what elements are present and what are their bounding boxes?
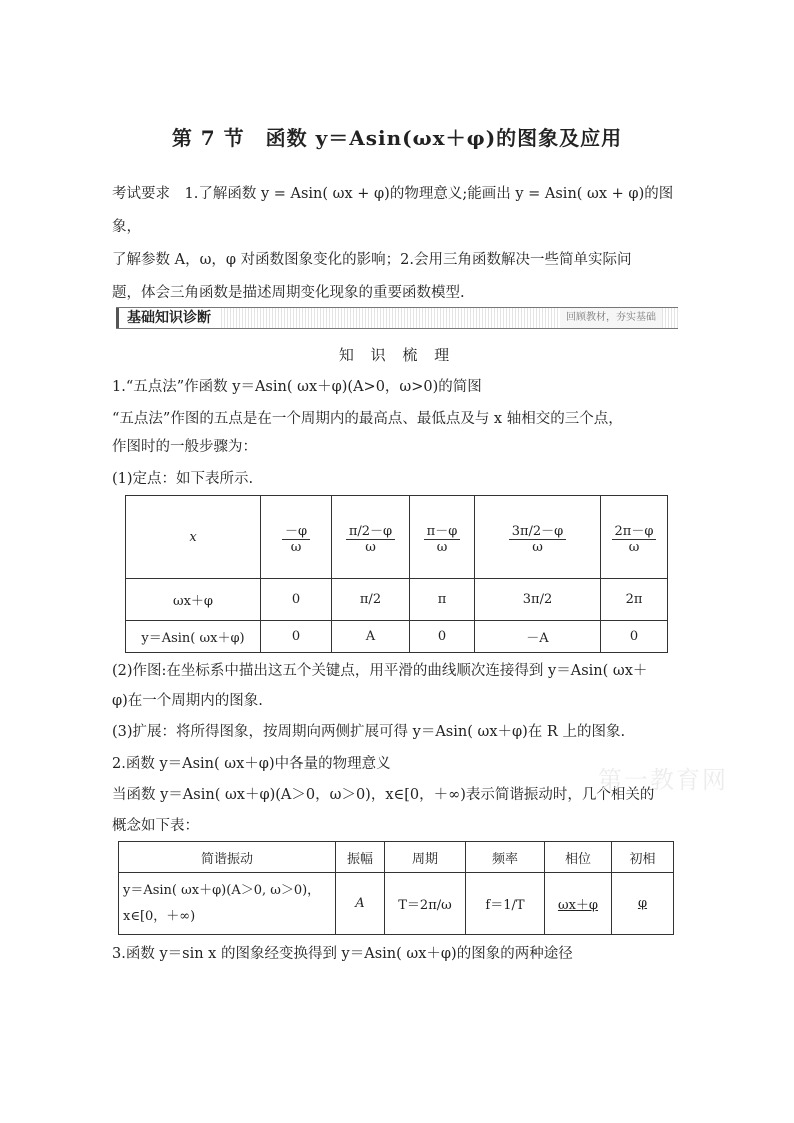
phase-val-3: 3π/2 <box>475 579 601 621</box>
p3-heading: 3.函数 y＝sin x 的图象经变换得到 y＝Asin( ωx＋φ)的图象的两种途径 <box>112 946 573 962</box>
y-val-2: 0 <box>410 621 475 653</box>
page-title: 第 7 节 函数 y＝Asin(ωx＋φ)的图象及应用 <box>171 126 623 150</box>
header-period: 周期 <box>385 842 466 873</box>
phase-val-1: π/2 <box>332 579 410 621</box>
y-val-4: 0 <box>601 621 668 653</box>
p1-text-1: “五点法”作图的五点是在一个周期内的最高点、最低点及与 x 轴相交的三个点， <box>112 411 623 427</box>
p1-step-1: (1)定点：如下表所示. <box>112 471 254 487</box>
requirements-line-2: 了解参数 A，ω，φ 对函数图象变化的影响；2.会用三角函数解决一些简单实际问 <box>112 252 632 268</box>
p2-heading: 2.函数 y＝Asin( ωx＋φ)中各量的物理意义 <box>112 756 391 772</box>
requirements-label: 考试要求 <box>112 186 170 202</box>
phase-val-2: π <box>410 579 475 621</box>
table-row-x <box>126 496 668 579</box>
x-val-3: $\frac{3\pi/2-\varphi}{\omega}$ <box>475 496 601 579</box>
p1-text-2: 作图时的一般步骤为： <box>112 439 257 455</box>
section-bar <box>116 307 678 329</box>
watermark: 第一教育网 <box>598 766 728 794</box>
row-head-y: y＝Asin( ωx＋φ) <box>126 621 261 653</box>
func-line-2: x∈[0，＋∞) <box>123 908 196 924</box>
table-row-phase <box>126 579 668 621</box>
table-row-y <box>126 621 668 653</box>
step-2-line-2: φ)在一个周期内的图象. <box>112 693 263 709</box>
physics-table <box>118 841 674 935</box>
x-val-1: $\frac{\pi/2-\varphi}{\omega}$ <box>332 496 410 579</box>
phase-val-0: 0 <box>261 579 332 621</box>
header-shm: 简谐振动 <box>119 842 336 873</box>
subtitle: 知 识 梳 理 <box>338 346 456 364</box>
cell-frequency: f＝1/T <box>466 873 545 935</box>
header-frequency: 频率 <box>466 842 545 873</box>
cell-initial-phase: φ <box>612 873 674 935</box>
p2-text-1: 当函数 y＝Asin( ωx＋φ)(A＞0，ω＞0)，x∈[0，＋∞)表示简谐振动时，几个相关的 <box>112 787 655 803</box>
header-phase: 相位 <box>545 842 612 873</box>
p2-text-2: 概念如下表： <box>112 818 199 834</box>
x-val-0: $\frac{-\varphi}{\omega}$ <box>261 496 332 579</box>
table2-data-row <box>119 873 674 935</box>
x-val-2: $\frac{\pi-\varphi}{\omega}$ <box>410 496 475 579</box>
step-3: (3)扩展：将所得图象，按周期向两侧扩展可得 y＝Asin( ωx＋φ)在 R 上的图象. <box>112 724 626 740</box>
y-val-1: A <box>332 621 410 653</box>
y-val-3: －A <box>475 621 601 653</box>
p1-heading: 1.“五点法”作函数 y＝Asin( ωx＋φ)(A>0，ω>0)的简图 <box>112 379 482 395</box>
cell-period: T＝2π/ω <box>385 873 466 935</box>
y-val-0: 0 <box>261 621 332 653</box>
cell-function <box>119 873 336 935</box>
section-bar-label: 基础知识诊断 <box>116 308 219 328</box>
section-bar-tip: 回顾教材，夯实基础 <box>560 308 662 328</box>
requirements-line-1 <box>112 178 684 244</box>
requirements-text-1: 1.了解函数 y = Asin( ωx + φ)的物理意义;能画出 y = Asin( ωx + φ)的图象， <box>112 186 674 235</box>
requirements-line-3: 题，体会三角函数是描述周期变化现象的重要函数模型. <box>112 285 465 301</box>
header-amplitude: 振幅 <box>336 842 385 873</box>
cell-amplitude: A <box>336 873 385 935</box>
cell-phase: ωx＋φ <box>545 873 612 935</box>
func-line-1: y＝Asin( ωx＋φ)(A＞0, ω＞0)， <box>123 882 321 898</box>
row-head-x: x <box>126 496 261 579</box>
phase-val-4: 2π <box>601 579 668 621</box>
x-val-4: $\frac{2\pi-\varphi}{\omega}$ <box>601 496 668 579</box>
header-initial-phase: 初相 <box>612 842 674 873</box>
table2-header-row <box>119 842 674 873</box>
exam-requirements <box>112 178 684 310</box>
step-2-line-1: (2)作图:在坐标系中描出这五个关键点，用平滑的曲线顺次连接得到 y＝Asin( ωx＋ <box>112 663 648 679</box>
row-head-phase: ωx＋φ <box>126 579 261 621</box>
five-point-table <box>125 495 668 653</box>
